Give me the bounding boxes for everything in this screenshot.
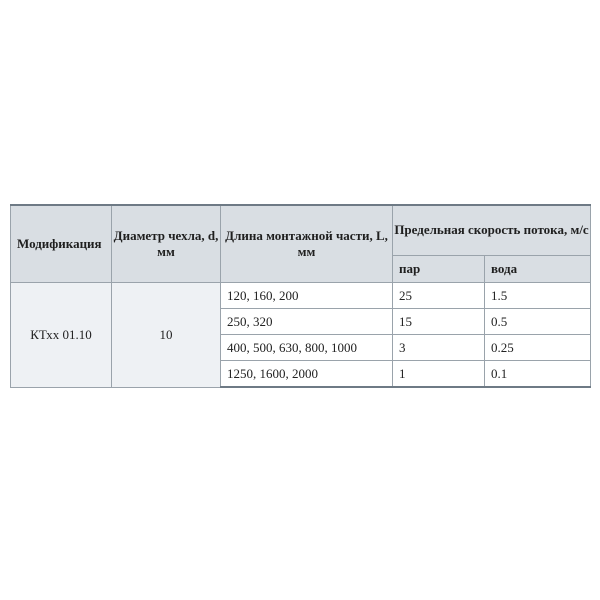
header-diameter: Диаметр чехла, d, мм bbox=[112, 205, 221, 283]
cell-steam: 1 bbox=[393, 361, 485, 388]
cell-steam: 15 bbox=[393, 309, 485, 335]
cell-water: 1.5 bbox=[485, 283, 591, 309]
header-steam: пар bbox=[393, 255, 485, 282]
table-row bbox=[11, 283, 591, 309]
table-header-row bbox=[11, 205, 591, 255]
cell-water: 0.25 bbox=[485, 335, 591, 361]
cell-length: 1250, 1600, 2000 bbox=[221, 361, 393, 388]
spec-table-container bbox=[10, 204, 590, 388]
cell-length: 250, 320 bbox=[221, 309, 393, 335]
cell-length: 400, 500, 630, 800, 1000 bbox=[221, 335, 393, 361]
cell-steam: 25 bbox=[393, 283, 485, 309]
cell-water: 0.1 bbox=[485, 361, 591, 388]
cell-water: 0.5 bbox=[485, 309, 591, 335]
cell-steam: 3 bbox=[393, 335, 485, 361]
header-length: Длина монтажной части, L, мм bbox=[221, 205, 393, 283]
spec-table bbox=[10, 204, 591, 388]
cell-model: КТхх 01.10 bbox=[11, 283, 112, 388]
header-flow-speed: Предельная скорость потока, м/с bbox=[393, 205, 591, 255]
header-water: вода bbox=[485, 255, 591, 282]
cell-length: 120, 160, 200 bbox=[221, 283, 393, 309]
cell-diameter: 10 bbox=[112, 283, 221, 388]
header-modification: Модификация bbox=[11, 205, 112, 283]
